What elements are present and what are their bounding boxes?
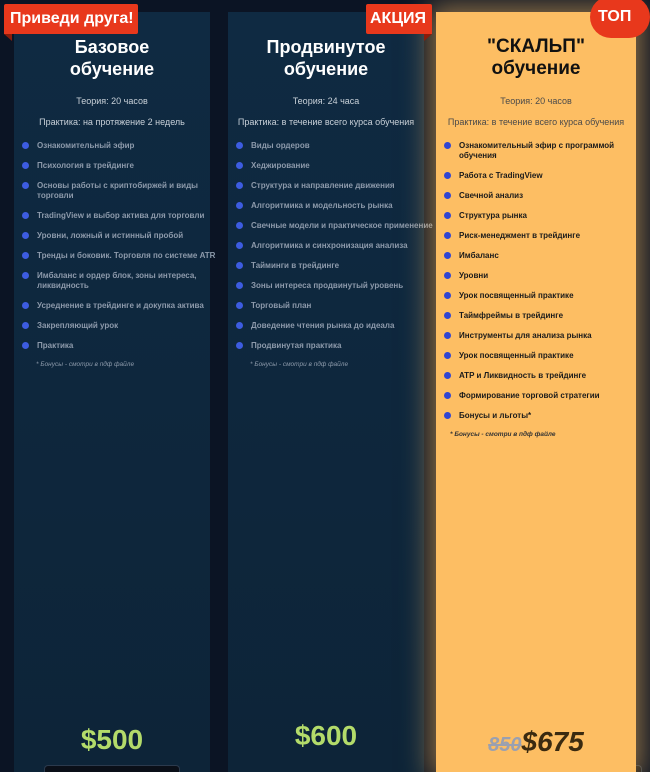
feature-item [250, 181, 424, 191]
feature-label: Таймфреймы в трейдинге [459, 311, 564, 320]
plan-title [14, 36, 210, 80]
feature-label: Основы работы с криптобиржей и виды торговли [37, 181, 198, 200]
bullet-icon [236, 322, 243, 329]
feature-item [36, 141, 210, 151]
feature-label: TradingView и выбор актива для торговли [37, 211, 205, 220]
bullet-icon [22, 232, 29, 239]
bullet-icon [236, 262, 243, 269]
old-price: 850 [488, 734, 522, 756]
ribbon-promo: АКЦИЯ [366, 4, 432, 34]
bullet-icon [22, 212, 29, 219]
feature-label: Свечной анализ [459, 191, 524, 200]
plan-card-scalp [436, 12, 636, 772]
bullet-icon [22, 322, 29, 329]
bullet-icon [444, 392, 451, 399]
feature-label: Практика [37, 341, 74, 350]
bullet-icon [22, 142, 29, 149]
plan-title-line2: обучение [283, 59, 369, 79]
feature-label: Бонусы и льготы* [459, 411, 532, 420]
feature-label: Тайминги в трейдинге [251, 261, 340, 270]
feature-label: Свечные модели и практическое применение [251, 221, 433, 230]
feature-item [250, 241, 424, 251]
feature-label: Алгоритмика и модельность рынка [251, 201, 393, 210]
plan-theory: Теория: 20 часов [76, 96, 148, 106]
bullet-icon [236, 142, 243, 149]
feature-label: Уровни [459, 271, 489, 280]
feature-item [250, 161, 424, 171]
feature-item [36, 341, 210, 351]
feature-item [458, 231, 636, 241]
bullet-icon [22, 342, 29, 349]
ribbon-refer-friend: Приведи друга! [4, 4, 138, 34]
feature-item [458, 391, 636, 401]
bullet-icon [444, 292, 451, 299]
feature-label: Хеджирование [251, 161, 310, 170]
bullet-icon [444, 172, 451, 179]
feature-item [250, 281, 424, 291]
plan-title [436, 36, 636, 80]
bullet-icon [236, 222, 243, 229]
feature-item [36, 211, 210, 221]
bullet-icon [444, 372, 451, 379]
plan-price: $600 [294, 720, 358, 751]
plan-price [436, 726, 636, 758]
feature-item [458, 311, 636, 321]
feature-item [458, 171, 636, 181]
bullet-icon [22, 182, 29, 189]
plan-practice: Практика: в течение всего курса обучения [447, 117, 625, 127]
feature-label: Ознакомительный эфир [37, 141, 135, 150]
feature-item [250, 321, 424, 331]
bonus-note: * Бонусы - смотри в пдф файле [450, 431, 556, 438]
bullet-icon [236, 282, 243, 289]
bullet-icon [444, 252, 451, 259]
plan-title-line2: обучение [491, 58, 581, 79]
bullet-icon [444, 142, 451, 149]
feature-item [458, 351, 636, 361]
feature-label: Усреднение в трейдинге и докупка актива [37, 301, 204, 310]
feature-item [458, 371, 636, 381]
feature-item [458, 191, 636, 201]
bullet-icon [236, 182, 243, 189]
new-price: $675 [521, 726, 584, 757]
feature-label: ATP и Ликвидность в трейдинге [459, 371, 587, 380]
feature-label: Структура рынка [459, 211, 527, 220]
bonus-note: * Бонусы - смотри в пдф файле [250, 361, 349, 368]
bullet-icon [236, 242, 243, 249]
feature-label: Ознакомительный эфир с программой обучения [459, 141, 615, 160]
feature-item [458, 141, 636, 161]
feature-item [36, 181, 210, 201]
feature-item [458, 271, 636, 281]
feature-list [14, 141, 216, 351]
feature-item [36, 231, 210, 241]
feature-label: Закрепляющий урок [37, 321, 119, 330]
feature-item [458, 331, 636, 341]
feature-item [250, 221, 433, 231]
feature-label: Алгоритмика и синхронизация анализа [251, 241, 408, 250]
feature-label: Урок посвященный практике [459, 351, 574, 360]
bullet-icon [444, 352, 451, 359]
plan-card-advanced [228, 12, 433, 772]
buy-button[interactable] [44, 765, 180, 772]
feature-item [250, 141, 424, 151]
plan-title-line1: "СКАЛЬП" [487, 36, 585, 57]
bullet-icon [236, 302, 243, 309]
feature-item [458, 211, 636, 221]
feature-label: Имбаланс и ордер блок, зоны интереса, ликвидность [37, 271, 197, 290]
feature-label: Доведение чтения рынка до идеала [251, 321, 395, 330]
feature-label: Инструменты для анализа рынка [459, 331, 592, 340]
plan-title [228, 36, 424, 80]
bullet-icon [22, 252, 29, 259]
bullet-icon [444, 192, 451, 199]
feature-label: Структура и направление движения [251, 181, 395, 190]
feature-list [228, 141, 433, 351]
feature-item [36, 251, 216, 261]
feature-item [458, 251, 636, 261]
feature-label: Формирование торговой стратегии [459, 391, 600, 400]
feature-label: Уровни, ложный и истинный пробой [37, 231, 184, 240]
feature-label: Тренды и боковик. Торговля по системе ATR [37, 251, 216, 260]
feature-label: Виды ордеров [251, 141, 310, 150]
bonus-note: * Бонусы - смотри в пдф файле [36, 361, 135, 368]
feature-label: Продвинутая практика [251, 341, 342, 350]
feature-item [36, 271, 210, 291]
feature-list [436, 141, 636, 421]
plan-practice: Практика: в течение всего курса обучения [237, 117, 415, 127]
plan-theory: Теория: 20 часов [500, 96, 572, 106]
bullet-icon [444, 312, 451, 319]
bullet-icon [236, 162, 243, 169]
bullet-icon [444, 332, 451, 339]
plan-title-line1: Базовое [74, 37, 150, 57]
feature-item [36, 301, 210, 311]
feature-item [250, 261, 424, 271]
feature-label: Работа с TradingView [459, 171, 543, 180]
feature-label: Имбаланс [459, 251, 499, 260]
plan-title-line1: Продвинутое [266, 37, 386, 57]
feature-label: Риск-менеджмент в трейдинге [459, 231, 581, 240]
feature-item [250, 341, 424, 351]
feature-item [458, 291, 636, 301]
plan-theory: Теория: 24 часа [292, 96, 360, 106]
plan-practice: Практика: на протяжение 2 недель [39, 117, 185, 127]
feature-item [458, 411, 636, 421]
bullet-icon [236, 202, 243, 209]
feature-item [36, 321, 210, 331]
feature-label: Торговый план [251, 301, 312, 310]
bullet-icon [444, 272, 451, 279]
bullet-icon [22, 272, 29, 279]
bullet-icon [22, 302, 29, 309]
bullet-icon [236, 342, 243, 349]
plan-title-line2: обучение [69, 59, 155, 79]
feature-item [250, 301, 424, 311]
ribbon-top: ТОП [590, 0, 650, 38]
plan-price: $500 [80, 724, 144, 755]
feature-label: Урок посвященный практике [459, 291, 574, 300]
plan-card-basic [14, 12, 216, 772]
bullet-icon [444, 232, 451, 239]
feature-label: Психология в трейдинге [37, 161, 134, 170]
feature-item [36, 161, 210, 171]
feature-item [250, 201, 424, 211]
bullet-icon [444, 212, 451, 219]
bullet-icon [444, 412, 451, 419]
feature-label: Зоны интереса продвинутый уровень [251, 281, 404, 290]
bullet-icon [22, 162, 29, 169]
